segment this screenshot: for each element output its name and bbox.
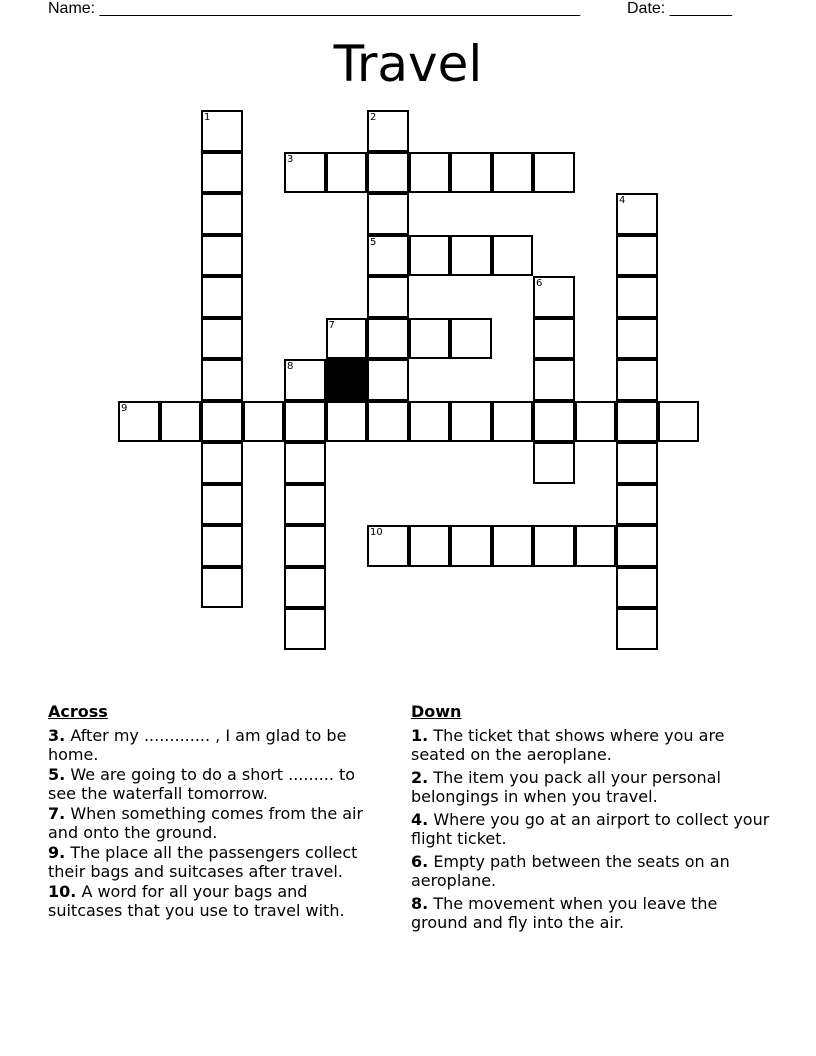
crossword-cell[interactable] [533,442,575,484]
clue-number: 4. [411,809,429,829]
crossword-cell[interactable] [367,401,409,443]
crossword-cell[interactable] [450,235,492,277]
crossword-cell[interactable] [367,359,409,401]
crossword-cell[interactable] [326,401,368,443]
crossword-cell[interactable] [284,401,326,443]
clue-number: 8. [411,893,429,913]
crossword-cell[interactable] [409,152,451,194]
crossword-cell[interactable] [616,442,658,484]
crossword-cell[interactable] [201,276,243,318]
clue-number: 9. [48,842,66,862]
crossword-cell[interactable] [616,193,658,235]
clue-number-label: 7 [328,319,335,331]
clue-number: 1. [411,725,429,745]
clue-text: After my ............. , I am glad to be home. [48,725,347,764]
crossword-cell[interactable] [533,276,575,318]
clue-number-label: 3 [287,153,294,165]
crossword-cell[interactable] [201,359,243,401]
crossword-cell[interactable] [118,401,160,443]
crossword-cell[interactable] [450,401,492,443]
crossword-cell[interactable] [450,152,492,194]
clue-text: A word for all your bags and suitcases that you use to travel with. [48,881,345,920]
crossword-cell[interactable] [492,235,534,277]
crossword-cell[interactable] [367,152,409,194]
crossword-cell[interactable] [450,318,492,360]
clue-number-label: 5 [370,236,377,248]
crossword-cell[interactable] [533,152,575,194]
crossword-cell[interactable] [492,152,534,194]
clue-text: Empty path between the seats on an aeroplane. [411,851,730,890]
across-heading: Across [48,702,108,721]
down-clue-8 [411,894,776,933]
name-field-line[interactable]: Name: ______________________________________________________ [48,0,581,17]
clue-text: The item you pack all your personal belongings in when you travel. [411,767,721,806]
crossword-cell[interactable] [409,318,451,360]
crossword-cell[interactable] [326,152,368,194]
crossword-cell[interactable] [201,525,243,567]
down-clue-6 [411,852,776,891]
crossword-cell[interactable] [367,525,409,567]
clue-number-label: 2 [370,112,377,123]
crossword-cell[interactable] [575,401,617,443]
clue-text: When something comes from the air and onto the ground. [48,803,364,842]
crossword-cell[interactable] [367,276,409,318]
crossword-cell[interactable] [492,401,534,443]
crossword-cell[interactable] [201,235,243,277]
crossword-cell[interactable] [616,525,658,567]
crossword-cell[interactable] [533,318,575,360]
down-clues [411,702,776,936]
crossword-cell[interactable] [533,359,575,401]
crossword-cell[interactable] [616,318,658,360]
across-clue-10 [48,882,383,921]
down-clue-1 [411,726,776,765]
crossword-cell[interactable] [201,567,243,609]
crossword-cell[interactable] [533,401,575,443]
crossword-cell[interactable] [201,110,243,152]
crossword-cell[interactable] [616,276,658,318]
page-title: Travel [333,35,483,93]
crossword-cell[interactable] [616,401,658,443]
across-clue-3 [48,726,383,765]
across-clues [48,702,383,921]
crossword-cell[interactable] [201,484,243,526]
clue-number-label: 4 [619,195,626,206]
crossword-cell[interactable] [201,401,243,443]
crossword-cell[interactable] [533,525,575,567]
crossword-cell[interactable] [201,152,243,194]
crossword-cell[interactable] [616,608,658,650]
crossword-cell[interactable] [284,567,326,609]
crossword-cell[interactable] [284,608,326,650]
crossword-cell[interactable] [409,235,451,277]
crossword-cell[interactable] [284,484,326,526]
clue-number-label: 10 [370,527,383,538]
crossword-cell[interactable] [492,525,534,567]
date-field-line[interactable]: Date: _______ [627,0,732,17]
clue-number: 10. [48,881,77,901]
across-clue-9 [48,843,383,882]
crossword-cell[interactable] [658,401,700,443]
across-clue-5 [48,765,383,804]
crossword-cell[interactable] [326,318,368,360]
crossword-cell[interactable] [284,359,326,401]
crossword-cell[interactable] [575,525,617,567]
clue-number-label: 8 [287,361,294,372]
crossword-cell[interactable] [367,235,409,277]
clue-number: 6. [411,851,429,871]
crossword-cell[interactable] [616,359,658,401]
crossword-cell[interactable] [616,484,658,526]
crossword-cell[interactable] [616,567,658,609]
clue-number: 5. [48,764,66,784]
clue-number: 7. [48,803,66,823]
crossword-cell[interactable] [243,401,285,443]
crossword-cell[interactable] [284,152,326,194]
clue-number: 3. [48,725,66,745]
crossword-cell[interactable] [201,318,243,360]
crossword-cell[interactable] [409,401,451,443]
crossword-cell[interactable] [367,110,409,152]
crossword-cell[interactable] [201,442,243,484]
crossword-cell[interactable] [160,401,202,443]
clue-number-label: 9 [121,402,128,414]
crossword-cell[interactable] [284,442,326,484]
crossword-cell[interactable] [201,193,243,235]
crossword-cell[interactable] [409,525,451,567]
clue-text: The ticket that shows where you are seated on the aeroplane. [411,725,725,764]
crossword-cell[interactable] [284,525,326,567]
clue-text: The movement when you leave the ground and fly into the air. [411,893,718,932]
down-heading: Down [411,702,462,721]
crossword-block [326,359,368,401]
crossword-cell[interactable] [367,318,409,360]
clue-text: Where you go at an airport to collect your flight ticket. [411,809,770,848]
crossword-cell[interactable] [616,235,658,277]
clue-number: 2. [411,767,429,787]
down-clue-4 [411,810,776,849]
crossword-cell[interactable] [367,193,409,235]
across-clue-7 [48,804,383,843]
crossword-cell[interactable] [450,525,492,567]
clue-text: We are going to do a short ......... to see the waterfall tomorrow. [48,764,356,803]
clue-text: The place all the passengers collect their bags and suitcases after travel. [48,842,358,881]
clue-number-label: 6 [536,278,543,289]
clue-number-label: 1 [204,112,211,123]
down-clue-2 [411,768,776,807]
